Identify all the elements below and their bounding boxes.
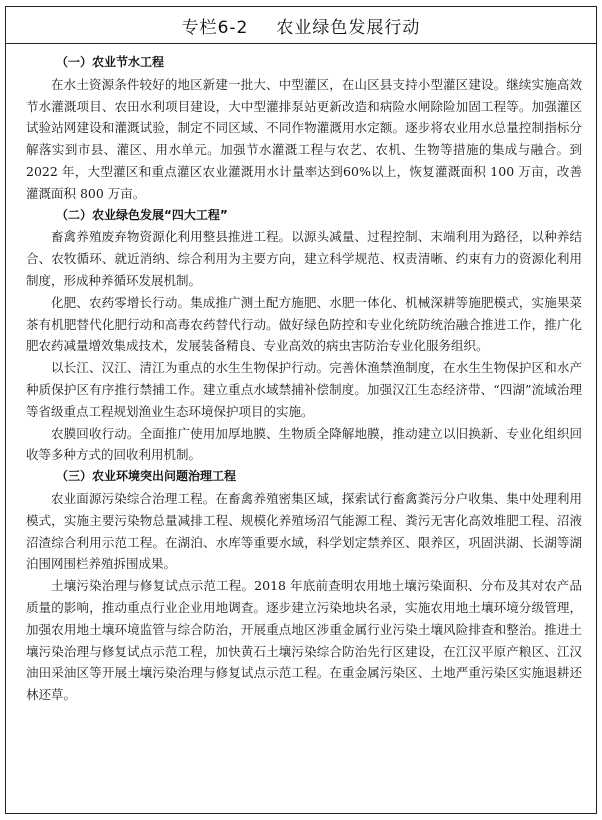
paragraph-aquatic-protection: 以长江、汉江、清江为重点的水生生物保护行动。完善休渔禁渔制度，在水生生物保护区和水产种质保护区有序推行禁捕工作。建立重点水域禁捕补偿制度。加强汉江生态经济带、“四湖”流域治理等省级重点工程规划渔业生态环境保护项目的实施。 — [26, 360, 582, 419]
paragraph-film-recycling: 农膜回收行动。全面推广使用加厚地膜、生物质全降解地膜，推动建立以旧换新、专业化组织回收等多种方式的回收利用机制。 — [26, 425, 582, 463]
section-heading-3: （三）农业环境突出问题治理工程 — [56, 469, 237, 484]
column-title-text: 农业绿色发展行动 — [276, 17, 421, 38]
paragraph-nonpoint-pollution: 农业面源污染综合治理工程。在畜禽养殖密集区域，探索试行畜禽粪污分户收集、集中处理利用模式，实施主要污染物总量减排工程、规模化养殖场沼气能源工程、粪污无害化高效堆肥工程、沼液沼渣综合利用示范工程。在湖泊、水库等重要水域，科学划定禁养区、限养区，巩固洪湖、长湖等湖泊围网围栏养殖拆围成果。 — [26, 490, 582, 572]
paragraph-livestock-waste: 畜禽养殖废弃物资源化利用整县推进工程。以源头减量、过程控制、末端利用为路径，以种养结合、农牧循环、就近消纳、综合利用为主要方向，建立科学规范、权责清晰、约束有力的资源化利用制度，形成种养循环发展机制。 — [26, 229, 582, 288]
column-number: 专栏6-2 — [181, 17, 249, 38]
paragraph-water-saving: 在水土资源条件较好的地区新建一批大、中型灌区，在山区县支持小型灌区建设。继续实施高效节水灌溉项目、农田水利项目建设，大中型灌排泵站更新改造和病险水闸除险加固工程等。加强灌区试验站网建设和灌溉试验，制定不同区域、不同作物灌溉用水定额。逐步将农业用水总量控制指标分解落实到市县、灌区、用水单元。加强节水灌溉工程与农艺、农机、生物等措施的集成与融合。到 2022 年，大型灌区和重点灌区农业灌溉用水计量率达到60%以上，恢复灌溉面积 100 万亩，改善灌溉面积 800 万亩。 — [26, 76, 582, 201]
column-content — [6, 44, 596, 706]
column-title — [6, 7, 596, 44]
section-heading-2: （二）农业绿色发展“四大工程” — [56, 207, 228, 222]
column-box — [5, 6, 597, 814]
section-heading-1: （一）农业节水工程 — [56, 55, 165, 69]
paragraph-fertilizer-pesticide: 化肥、农药零增长行动。集成推广测土配方施肥、水肥一体化、机械深耕等施肥模式，实施果菜茶有机肥替代化肥行动和高毒农药替代行动。做好绿色防控和专业化统防统治融合推进工作，推广化肥农药减量增效集成技术，发展装备精良、专业高效的病虫害防治专业化服务组织。 — [26, 294, 582, 354]
paragraph-soil-remediation: 土壤污染治理与修复试点示范工程。2018 年底前查明农用地土壤污染面积、分布及其对农产品质量的影响，推动重点行业企业用地调查。逐步建立污染地块名录，实施农用地土壤环境分级管理，加强农用地土壤环境监管与综合防治，开展重点地区涉重金属行业污染土壤风险排查和整治。推进土壤污染治理与修复试点示范工程，加快黄石土壤污染综合防治先行区建设，在江汉平原产粮区、江汉油田采油区等开展土壤污染治理与修复试点示范工程。在重金属污染区、土地严重污染区实施退耕还林还草。 — [26, 578, 582, 703]
